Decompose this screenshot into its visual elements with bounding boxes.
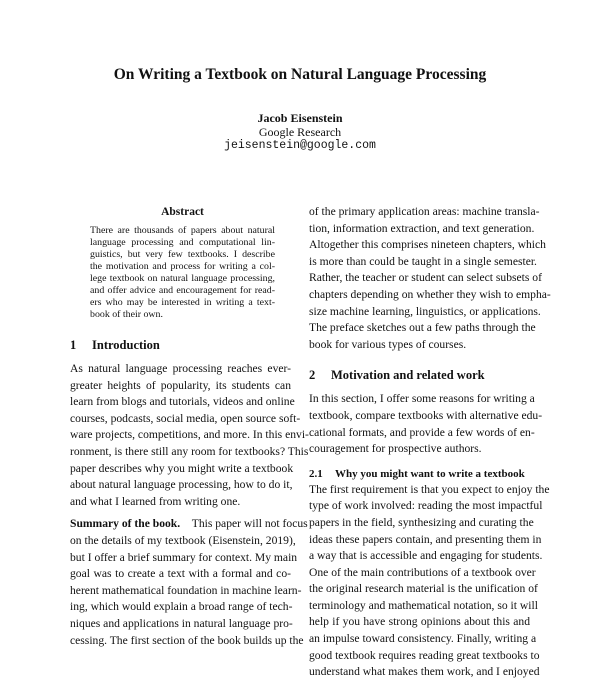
text-line: size machine learning, linguistics, or applications. xyxy=(309,304,541,318)
text-line: tion, information extraction, and text generation. xyxy=(309,221,535,235)
text-line: type of work involved: reading the most impactful xyxy=(309,499,543,513)
author-name: Jacob Eisenstein xyxy=(257,111,343,125)
continued-paragraph xyxy=(309,204,551,353)
summary-paragraph xyxy=(70,533,304,649)
text-line: The first requirement is that you expect to enjoy the xyxy=(309,482,550,496)
subsection-heading-why xyxy=(309,466,530,482)
text-line: cessing. The first section of the book builds up the xyxy=(70,633,304,647)
text-line: good textbook requires reading great textbooks to xyxy=(309,648,540,662)
text-line: Rather, the teacher or student can select subsets of xyxy=(309,271,542,285)
text-line: help if you have strong opinions about this and xyxy=(309,615,530,629)
text-line: a way that is accessible and engaging for students. xyxy=(309,549,543,563)
section-number: 1 xyxy=(70,338,77,352)
text-line: the motivation and process for writing a col- xyxy=(90,261,275,272)
subsection-title: Why you might want to write a textbook xyxy=(335,467,525,480)
text-line: chapters depending on whether they wish to empha- xyxy=(309,287,551,301)
text-line: is more than could be taught in a single semester. xyxy=(309,254,537,268)
text-line: ing, which would explain a broad range of tech- xyxy=(70,600,293,614)
text-line: but I offer a brief summary for context. My main xyxy=(70,550,298,564)
section-number: 2 xyxy=(309,368,316,383)
text-line: about natural language processing, how to do it, xyxy=(70,478,293,492)
text-line: understand what makes them work, and I enjoyed xyxy=(309,665,540,679)
text-line: cational formats, and provide a few words of en- xyxy=(309,425,535,439)
text-line: Altogether this comprises nineteen chapters, which xyxy=(309,238,546,252)
section-title: Motivation and related work xyxy=(331,368,485,383)
abstract xyxy=(70,203,291,321)
right-column xyxy=(309,204,551,681)
text-line: language processing and computational lin- xyxy=(90,237,275,248)
why-paragraph xyxy=(309,482,550,681)
intro-paragraph xyxy=(70,361,309,510)
text-line: lege textbook on natural language processing, xyxy=(90,273,275,284)
text-line: greater heights of popularity, its students can xyxy=(70,378,291,392)
text-line: terminology and mathematical notation, so it will xyxy=(309,598,538,612)
text-line: In this section, I offer some reasons for writing a xyxy=(309,392,535,406)
text-line: As natural language processing reaches ever- xyxy=(70,362,291,375)
text-line: paper describes why you might write a textbook xyxy=(70,461,294,475)
text-line: the original research material is the unification of xyxy=(309,582,538,596)
section-heading-motivation xyxy=(309,365,530,385)
text-line: One of the main contributions of a textbook over xyxy=(309,565,536,579)
text-line: and offer advice and encouragement for read- xyxy=(90,285,275,296)
run-in-heading: Summary of the book. xyxy=(70,517,181,531)
text-line: of the primary application areas: machine transla- xyxy=(309,205,540,218)
text-line: guistics, but very few textbooks. I describe xyxy=(90,249,275,260)
text-line: herent mathematical foundation in machine learn- xyxy=(70,583,302,597)
text-line: ronment, is there still any room for textbooks? This xyxy=(70,444,309,458)
text-line: textbook, compare textbooks with alternative edu- xyxy=(309,408,543,422)
abstract-heading: Abstract xyxy=(161,206,204,218)
text-line: niques and applications in natural language pro- xyxy=(70,616,293,630)
text-line: book of their own. xyxy=(90,309,163,320)
text-line: The preface sketches out a few paths through the xyxy=(309,321,536,335)
summary-first-line xyxy=(70,516,308,533)
text-line: couragement for prospective authors. xyxy=(309,442,482,456)
author-affiliation: Google Research xyxy=(258,125,342,139)
section-title: Introduction xyxy=(92,338,160,352)
text-line: There are thousands of papers about natural xyxy=(90,225,275,236)
text-line: and what I learned from writing one. xyxy=(70,494,241,508)
summary-text: This paper will not focus xyxy=(191,517,308,531)
paper-title: On Writing a Textbook on Natural Language Processing xyxy=(113,66,487,83)
text-line: learn from blogs and tutorials, videos and online xyxy=(70,395,295,409)
text-line: ideas these papers contain, and presenting them in xyxy=(309,532,542,546)
text-line: ers who may be interested in writing a text- xyxy=(90,297,275,308)
text-line: book for various types of courses. xyxy=(309,337,467,351)
left-column xyxy=(70,203,309,649)
subsection-number: 2.1 xyxy=(309,467,323,480)
text-line: goal was to create a text with a formal and co- xyxy=(70,567,291,581)
text-line: courses, podcasts, social media, open source soft- xyxy=(70,411,301,425)
text-line: an impulse toward consistency. Finally, writing a xyxy=(309,632,537,646)
author-email: jeisenstein@google.com xyxy=(224,139,376,152)
motivation-paragraph xyxy=(309,391,543,457)
text-line: on the details of my textbook (Eisenstein, 2019), xyxy=(70,533,296,547)
section-heading-introduction xyxy=(70,335,291,355)
text-line: ware projects, competitions, and more. In this envi- xyxy=(70,428,309,442)
text-line: papers in the field, synthesizing and curating the xyxy=(309,515,534,529)
